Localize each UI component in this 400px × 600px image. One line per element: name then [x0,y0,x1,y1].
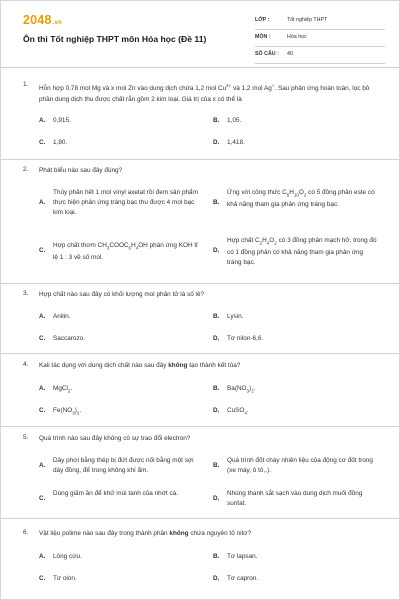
option-text: 1,418. [227,139,245,146]
logo-text: 2048 [23,13,52,27]
logo-suffix: .vn [52,20,62,26]
option-letter: C. [39,407,46,414]
meta-value: 40 [287,51,293,57]
option-text: Dây phơi bằng thép bị đứt được nối bằng một sợi dây đồng, để trong không khí ẩm. [53,457,194,474]
option-letter: D. [213,247,220,254]
option-text: Hợp chất thơm $CH_3COOC_6H_4OH$ phản ứng KOH tỉ lệ 1 : 3 về số mol. [53,242,198,262]
exam-title: Ôn thi Tốt nghiệp THPT môn Hóa học (Đề 11) [23,34,207,44]
option-text: Tơ olon. [53,575,77,582]
option-text: Dùng giấm ăn để khử mùi tanh của nhớt cá. [53,490,178,497]
question-number: 3. [23,290,29,297]
question-divider [1,283,400,284]
question-number: 4. [23,361,29,368]
option-text: Quá trình đốt cháy nhiên liệu của động cơ đốt trong (xe máy, ô tô,.). [227,457,373,474]
question-text: Hỗn hợp 0,78 mol Mg và x mol Zn vào dung dịch chứa 1,2 mol $Cu^{2+}$ và 1,2 mol Ag+. Sau phản ứng hoàn toàn, lọc bỏ phần dung dịch thu được chất rắn gồm 2 kim loại. Giá trị của x có thể là [39,83,370,103]
option-text: 0,915. [53,117,71,124]
meta-value: Tốt nghiệp THPT [287,17,328,23]
question-divider [1,159,400,160]
option-letter: D. [213,575,220,582]
option-letter: D. [213,407,220,414]
question-divider [1,518,400,519]
exam-meta [255,15,385,64]
question-number: 2. [23,166,29,173]
option-text: Lông cừu. [53,553,82,560]
option-text: Saccarozo. [53,335,85,342]
option-letter: B. [213,553,220,560]
option-letter: A. [39,199,46,206]
option-text: $Ba(NO_3)_2$. [227,385,256,394]
option-letter: A. [39,313,46,320]
option-letter: B. [213,117,220,124]
option-letter: C. [39,335,46,342]
option-letter: A. [39,385,46,392]
question-text: Quá trình nào sau đây không có sự trao đổi electron? [39,435,191,442]
option-letter: B. [213,199,220,206]
option-text: Nhúng thanh sắt sạch vào dung dịch muối đồng sunfat. [227,490,363,507]
question-text: Vật liệu polime nào sau đây trong thành phần không chứa nguyên tố nitơ? [39,530,252,537]
option-letter: C. [39,139,46,146]
option-text: MgCl$_2$. [53,385,73,394]
option-text: Lysin. [227,313,244,320]
option-text: Tơ lapsan. [227,553,258,560]
question-divider [1,353,400,354]
meta-row-subject [255,32,385,47]
option-text: Anilin. [53,313,71,320]
option-text: Hợp chất $C_2H_4O_2$ có 3 đồng phân mạch hở, trong đó có 1 đồng phân có khả năng tham gia phản ứng tráng bạc. [227,237,377,267]
meta-row-count [255,49,385,64]
site-logo[interactable] [23,13,62,27]
option-text: $Fe(NO_3)_2$. [53,407,82,416]
meta-label: MÔN : [255,34,271,40]
option-letter: B. [213,462,220,469]
meta-row-class [255,15,385,30]
option-text: 1,80. [53,139,68,146]
option-text: Tơ capron. [227,575,259,582]
header-divider [1,67,400,68]
question-divider [1,426,400,427]
option-letter: C. [39,247,46,254]
option-letter: B. [213,385,220,392]
option-letter: C. [39,575,46,582]
question-text: Phát biểu nào sau đây đúng? [39,167,123,174]
meta-label: LỚP : [255,17,270,23]
option-letter: A. [39,553,46,560]
question-number: 5. [23,434,29,441]
meta-value: Hóa học [287,34,307,40]
option-letter: D. [213,139,220,146]
option-letter: D. [213,495,220,502]
option-text: Ứng với công thức $C_5H_{10}O_2$ có 5 đồng phân este có khả năng tham gia phản ứng tráng bạc. [227,189,375,209]
page-header [1,1,400,65]
question-text: Hợp chất nào sau đây có khối lượng mol phân tử là số lẻ? [39,291,205,298]
question-number: 6. [23,529,29,536]
meta-label: SỐ CÂU : [255,51,279,57]
option-letter: D. [213,335,220,342]
option-letter: C. [39,495,46,502]
option-text: 1,05. [227,117,242,124]
option-text: Tơ nilon-6,6. [227,335,264,342]
option-text: Thủy phân hết 1 mol vinyl axetat rồi đem sản phẩm thực hiện phản ứng tráng bạc thu được 4 mol bạc kim loại. [53,189,198,216]
option-letter: B. [213,313,220,320]
option-text: CuSO$_4$. [227,407,249,416]
question-number: 1. [23,81,29,88]
option-letter: A. [39,462,46,469]
option-letter: A. [39,117,46,124]
question-text: Kali tác dụng với dung dịch chất nào sau đây không tạo thành kết tủa? [39,362,241,369]
